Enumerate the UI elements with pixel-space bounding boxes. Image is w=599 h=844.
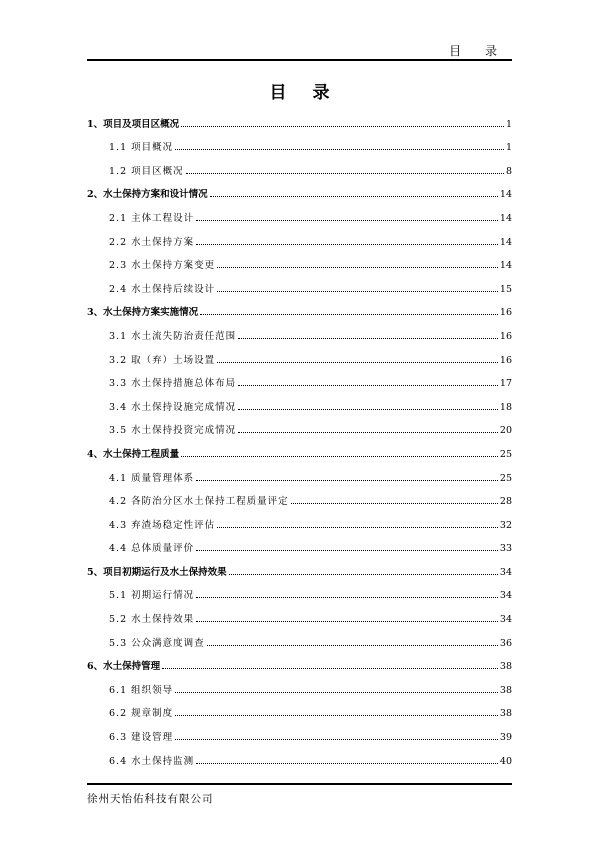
toc-entry-page-number: 14 — [499, 212, 512, 224]
toc-entry-label: 2.2 水土保持方案 — [109, 236, 195, 248]
toc-entry-label: 3、水土保持方案实施情况 — [87, 307, 199, 319]
toc-entry-page-number: 40 — [499, 755, 512, 767]
toc-entry-label: 3.2 取（弃）土场设置 — [109, 354, 216, 366]
toc-section-entry[interactable] — [87, 743, 512, 767]
toc-dot-leader — [217, 267, 498, 268]
footer-company: 徐州天怡佑科技有限公司 — [87, 793, 214, 805]
toc-entry-label: 1、项目及项目区概况 — [87, 118, 180, 130]
toc-dot-leader — [196, 763, 498, 764]
toc-section-entry[interactable] — [87, 413, 512, 437]
toc-section-entry[interactable] — [87, 153, 512, 177]
toc-dot-leader — [196, 220, 498, 221]
toc-entry-page-number: 25 — [499, 472, 512, 484]
toc-entry-page-number: 14 — [499, 189, 512, 201]
toc-dot-leader — [196, 621, 498, 622]
toc-section-entry[interactable] — [87, 507, 512, 531]
toc-dot-leader — [207, 645, 498, 646]
toc-entry-label: 2.1 主体工程设计 — [109, 212, 195, 224]
table-of-contents — [87, 106, 512, 767]
toc-section-entry[interactable] — [87, 248, 512, 272]
toc-section-entry[interactable] — [87, 696, 512, 720]
toc-dot-leader — [175, 149, 504, 150]
toc-entry-page-number: 16 — [499, 330, 512, 342]
toc-section-entry[interactable] — [87, 130, 512, 154]
toc-chapter-entry[interactable] — [87, 295, 512, 319]
toc-section-entry[interactable] — [87, 625, 512, 649]
toc-dot-leader — [210, 196, 498, 197]
toc-entry-page-number: 15 — [499, 283, 512, 295]
toc-section-entry[interactable] — [87, 460, 512, 484]
toc-entry-page-number: 28 — [499, 496, 512, 508]
toc-entry-label: 6.1 组织领导 — [109, 684, 174, 696]
toc-entry-label: 3.5 水土保持投资完成情况 — [109, 425, 237, 437]
toc-entry-page-number: 34 — [499, 614, 512, 626]
toc-dot-leader — [181, 456, 498, 457]
toc-entry-label: 4.2 各防治分区水土保持工程质量评定 — [109, 496, 289, 508]
toc-dot-leader — [196, 480, 498, 481]
toc-entry-label: 3.4 水土保持设施完成情况 — [109, 401, 237, 413]
toc-section-entry[interactable] — [87, 342, 512, 366]
toc-entry-page-number: 16 — [499, 354, 512, 366]
toc-entry-label: 1.2 项目区概况 — [109, 165, 184, 177]
toc-entry-page-number: 36 — [499, 637, 512, 649]
toc-entry-label: 2、水土保持方案和设计情况 — [87, 189, 208, 201]
toc-chapter-entry[interactable] — [87, 106, 512, 130]
toc-entry-label: 5.2 水土保持效果 — [109, 614, 195, 626]
toc-dot-leader — [291, 503, 498, 504]
toc-dot-leader — [181, 126, 504, 127]
toc-section-entry[interactable] — [87, 578, 512, 602]
toc-entry-page-number: 1 — [505, 118, 512, 130]
toc-entry-page-number: 34 — [499, 590, 512, 602]
toc-entry-page-number: 8 — [505, 165, 512, 177]
toc-chapter-entry[interactable] — [87, 436, 512, 460]
toc-dot-leader — [238, 432, 498, 433]
toc-entry-label: 2.3 水土保持方案变更 — [109, 260, 216, 272]
toc-entry-label: 5、项目初期运行及水土保持效果 — [87, 566, 227, 578]
toc-entry-page-number: 39 — [499, 732, 512, 744]
toc-entry-page-number: 33 — [499, 543, 512, 555]
toc-dot-leader — [238, 338, 498, 339]
toc-section-entry[interactable] — [87, 389, 512, 413]
toc-dot-leader — [175, 692, 498, 693]
toc-dot-leader — [196, 597, 498, 598]
footer-rule — [87, 783, 512, 785]
toc-dot-leader — [217, 291, 498, 292]
toc-dot-leader — [196, 244, 498, 245]
toc-section-entry[interactable] — [87, 366, 512, 390]
toc-entry-label: 4.3 弃渣场稳定性评估 — [109, 519, 216, 531]
toc-section-entry[interactable] — [87, 484, 512, 508]
toc-dot-leader — [238, 385, 498, 386]
toc-entry-page-number: 1 — [505, 142, 512, 154]
page-title: 目 录 — [269, 83, 340, 103]
toc-entry-page-number: 25 — [499, 448, 512, 460]
toc-entry-label: 1.1 项目概况 — [109, 142, 174, 154]
toc-section-entry[interactable] — [87, 531, 512, 555]
toc-entry-label: 5.3 公众满意度调查 — [109, 637, 205, 649]
toc-entry-label: 6.4 水土保持监测 — [109, 755, 195, 767]
toc-entry-page-number: 38 — [499, 661, 512, 673]
toc-chapter-entry[interactable] — [87, 554, 512, 578]
toc-entry-page-number: 17 — [499, 378, 512, 390]
toc-entry-label: 4.4 总体质量评价 — [109, 543, 195, 555]
toc-chapter-entry[interactable] — [87, 177, 512, 201]
toc-entry-label: 4.1 质量管理体系 — [109, 472, 195, 484]
toc-section-entry[interactable] — [87, 224, 512, 248]
running-header: 目 录 — [449, 44, 507, 58]
toc-entry-page-number: 14 — [499, 236, 512, 248]
toc-section-entry[interactable] — [87, 719, 512, 743]
toc-dot-leader — [217, 362, 498, 363]
toc-entry-page-number: 38 — [499, 708, 512, 720]
toc-entry-label: 6.2 规章制度 — [109, 708, 174, 720]
toc-section-entry[interactable] — [87, 672, 512, 696]
toc-dot-leader — [162, 668, 498, 669]
toc-entry-page-number: 34 — [499, 566, 512, 578]
toc-entry-label: 6.3 建设管理 — [109, 732, 174, 744]
toc-entry-page-number: 16 — [499, 307, 512, 319]
toc-entry-label: 2.4 水土保持后续设计 — [109, 283, 216, 295]
toc-dot-leader — [175, 715, 498, 716]
toc-entry-label: 5.1 初期运行情况 — [109, 590, 195, 602]
toc-dot-leader — [196, 550, 498, 551]
toc-entry-page-number: 14 — [499, 260, 512, 272]
toc-section-entry[interactable] — [87, 318, 512, 342]
toc-section-entry[interactable] — [87, 601, 512, 625]
toc-entry-page-number: 20 — [499, 425, 512, 437]
toc-section-entry[interactable] — [87, 271, 512, 295]
toc-section-entry[interactable] — [87, 200, 512, 224]
toc-entry-page-number: 38 — [499, 684, 512, 696]
toc-dot-leader — [200, 314, 498, 315]
toc-entry-page-number: 18 — [499, 401, 512, 413]
toc-dot-leader — [229, 574, 498, 575]
header-rule — [87, 59, 512, 61]
toc-entry-label: 3.3 水土保持措施总体布局 — [109, 378, 237, 390]
toc-dot-leader — [217, 527, 498, 528]
toc-entry-label: 3.1 水土流失防治责任范围 — [109, 330, 237, 342]
toc-entry-label: 6、水土保持管理 — [87, 661, 161, 673]
toc-dot-leader — [186, 173, 504, 174]
toc-entry-page-number: 32 — [499, 519, 512, 531]
toc-entry-label: 4、水土保持工程质量 — [87, 448, 180, 460]
toc-chapter-entry[interactable] — [87, 649, 512, 673]
toc-dot-leader — [175, 739, 498, 740]
toc-dot-leader — [238, 409, 498, 410]
